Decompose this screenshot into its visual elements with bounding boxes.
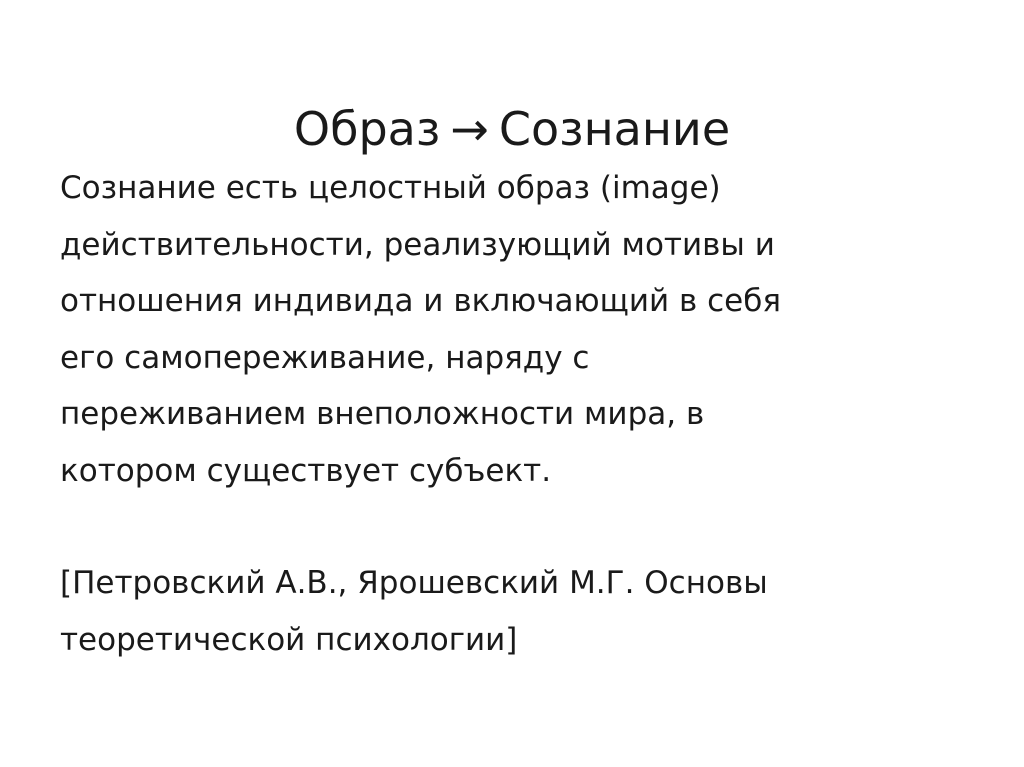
definition-line: переживанием внеположности мира, в [60,396,705,432]
citation-line: теоретической психологии] [60,621,518,658]
paragraph-spacer [60,499,980,555]
slide-title [0,99,1024,159]
definition-line: котором существует субъект. [60,452,552,489]
definition-line: отношения индивида и включающий в себя [60,283,781,319]
definition-paragraph [60,160,980,499]
definition-line: его самопереживание, наряду с [60,339,590,376]
definition-line: Сознание есть целостный образ (image) [60,170,721,206]
title-left: Образ [293,101,441,156]
citation-paragraph [60,555,980,668]
slide-body [60,160,980,668]
right-arrow-icon: → [450,101,489,156]
title-right: Сознание [498,101,731,156]
citation-line: [Петровский А.В., Ярошевский М.Г. Основы [60,565,768,601]
definition-line: действительности, реализующий мотивы и [60,226,775,263]
